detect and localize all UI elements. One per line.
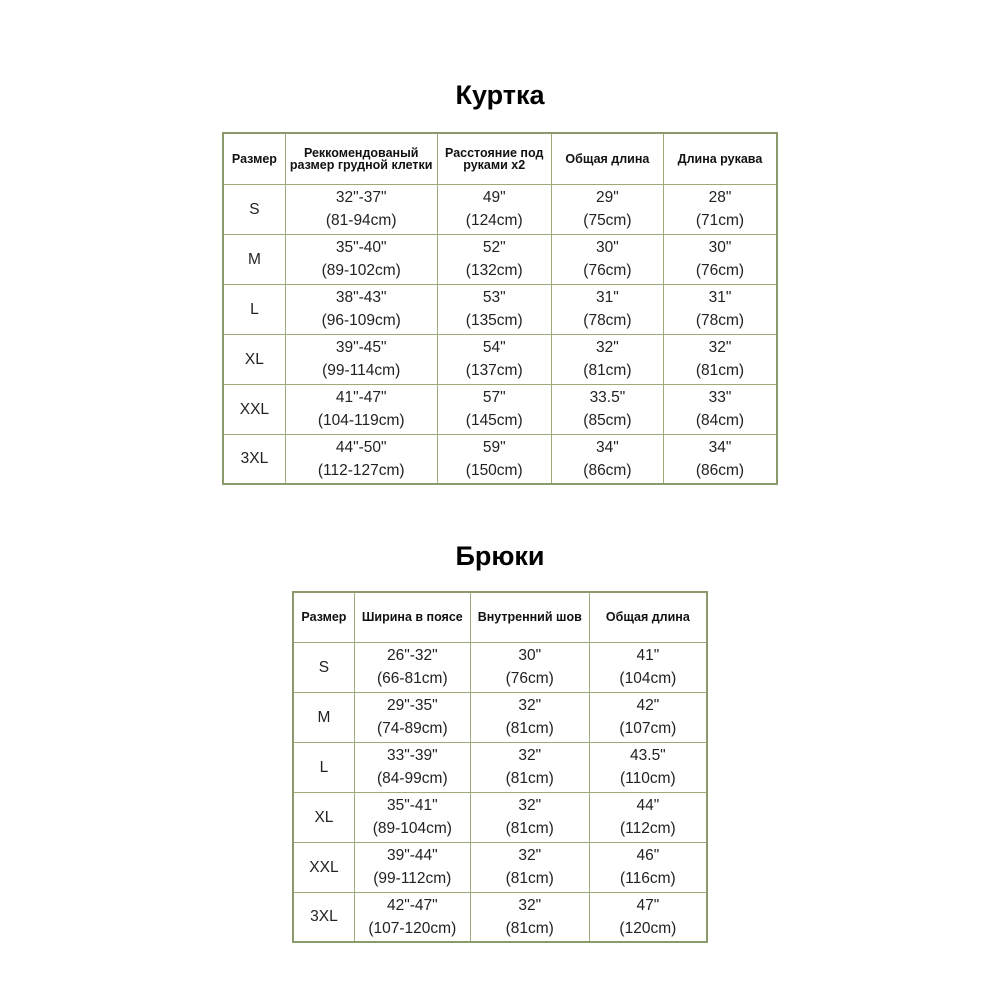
jacket-cell-size: XL (223, 334, 285, 384)
pants-cell-length: 44" (112cm) (589, 792, 707, 842)
jacket-cell-sleeve: 33" (84cm) (663, 384, 777, 434)
jacket-cell-underarm: 49" (124cm) (437, 184, 551, 234)
pants-cell-waist: 39"-44" (99-112cm) (354, 842, 470, 892)
jacket-header-underarm: Расстояние под руками x2 (437, 133, 551, 184)
pants-cell-length: 43.5" (110cm) (589, 742, 707, 792)
jacket-cell-length: 34" (86cm) (551, 434, 663, 484)
jacket-cell-chest: 35"-40" (89-102cm) (285, 234, 437, 284)
jacket-header-chest: Реккомендованый размер грудной клетки (285, 133, 437, 184)
pants-cell-size: XL (293, 792, 354, 842)
jacket-cell-length: 32" (81cm) (551, 334, 663, 384)
pants-header-row (293, 592, 707, 642)
table-row (293, 892, 707, 942)
table-row (223, 384, 777, 434)
jacket-header-sleeve: Длина рукава (663, 133, 777, 184)
pants-title: Брюки (455, 541, 545, 571)
jacket-cell-underarm: 53" (135cm) (437, 284, 551, 334)
pants-cell-inseam: 32" (81cm) (470, 842, 589, 892)
pants-cell-inseam: 32" (81cm) (470, 892, 589, 942)
jacket-cell-chest: 44"-50" (112-127cm) (285, 434, 437, 484)
pants-cell-inseam: 30" (76cm) (470, 642, 589, 692)
jacket-header-length: Общая длина (551, 133, 663, 184)
pants-cell-size: L (293, 742, 354, 792)
pants-cell-waist: 35"-41" (89-104cm) (354, 792, 470, 842)
jacket-cell-size: L (223, 284, 285, 334)
jacket-cell-chest: 41"-47" (104-119cm) (285, 384, 437, 434)
jacket-cell-sleeve: 34" (86cm) (663, 434, 777, 484)
jacket-header-size: Размер (223, 133, 285, 184)
jacket-cell-sleeve: 32" (81cm) (663, 334, 777, 384)
jacket-cell-underarm: 57" (145cm) (437, 384, 551, 434)
pants-size-table (292, 591, 708, 943)
jacket-header-row (223, 133, 777, 184)
table-row (293, 842, 707, 892)
pants-cell-size: XXL (293, 842, 354, 892)
jacket-cell-underarm: 52" (132cm) (437, 234, 551, 284)
jacket-cell-chest: 38"-43" (96-109cm) (285, 284, 437, 334)
pants-cell-length: 42" (107cm) (589, 692, 707, 742)
jacket-size-table (222, 132, 778, 485)
pants-header-inseam: Внутренний шов (470, 592, 589, 642)
pants-cell-size: S (293, 642, 354, 692)
table-row (223, 184, 777, 234)
table-row (293, 792, 707, 842)
pants-cell-size: M (293, 692, 354, 742)
pants-cell-inseam: 32" (81cm) (470, 742, 589, 792)
pants-header-size: Размер (293, 592, 354, 642)
pants-cell-length: 46" (116cm) (589, 842, 707, 892)
table-row (223, 334, 777, 384)
table-row (293, 742, 707, 792)
jacket-cell-length: 31" (78cm) (551, 284, 663, 334)
pants-cell-waist: 42"-47" (107-120cm) (354, 892, 470, 942)
jacket-cell-underarm: 54" (137cm) (437, 334, 551, 384)
pants-cell-waist: 29"-35" (74-89cm) (354, 692, 470, 742)
jacket-cell-sleeve: 28" (71cm) (663, 184, 777, 234)
jacket-cell-length: 30" (76cm) (551, 234, 663, 284)
pants-cell-waist: 33"-39" (84-99cm) (354, 742, 470, 792)
jacket-cell-length: 33.5" (85cm) (551, 384, 663, 434)
jacket-cell-sleeve: 30" (76cm) (663, 234, 777, 284)
pants-cell-inseam: 32" (81cm) (470, 692, 589, 742)
pants-cell-size: 3XL (293, 892, 354, 942)
pants-header-length: Общая длина (589, 592, 707, 642)
table-row (293, 642, 707, 692)
jacket-cell-length: 29" (75cm) (551, 184, 663, 234)
table-row (223, 234, 777, 284)
jacket-cell-chest: 39"-45" (99-114cm) (285, 334, 437, 384)
jacket-cell-sleeve: 31" (78cm) (663, 284, 777, 334)
jacket-cell-underarm: 59" (150cm) (437, 434, 551, 484)
table-row (223, 284, 777, 334)
pants-header-waist: Ширина в поясе (354, 592, 470, 642)
table-row (223, 434, 777, 484)
table-row (293, 692, 707, 742)
jacket-title: Куртка (455, 80, 545, 110)
jacket-cell-size: 3XL (223, 434, 285, 484)
jacket-cell-size: S (223, 184, 285, 234)
jacket-cell-size: XXL (223, 384, 285, 434)
jacket-cell-chest: 32"-37" (81-94cm) (285, 184, 437, 234)
pants-cell-inseam: 32" (81cm) (470, 792, 589, 842)
pants-cell-waist: 26"-32" (66-81cm) (354, 642, 470, 692)
pants-cell-length: 41" (104cm) (589, 642, 707, 692)
jacket-cell-size: M (223, 234, 285, 284)
pants-cell-length: 47" (120cm) (589, 892, 707, 942)
